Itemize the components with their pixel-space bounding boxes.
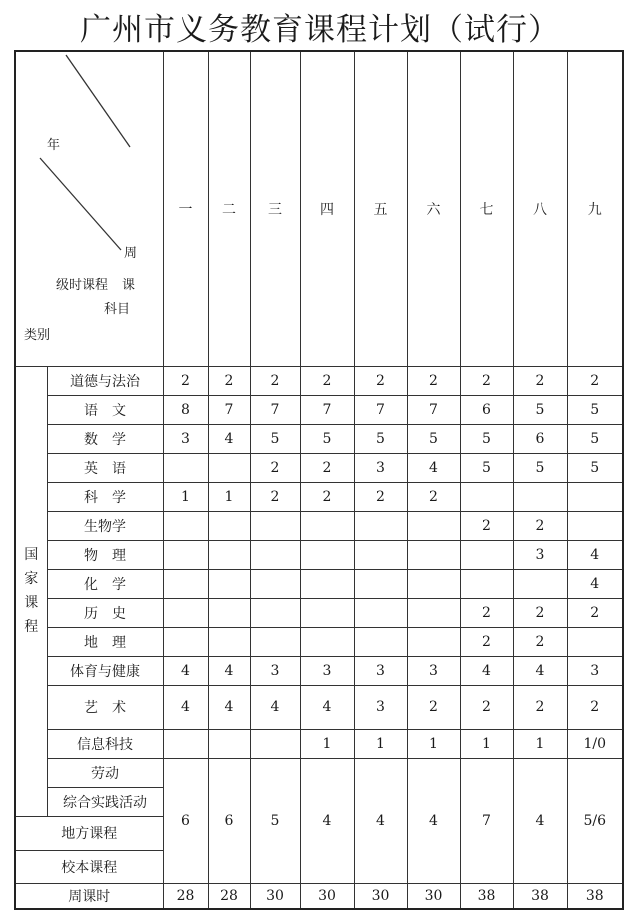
- corner-header-cell: [15, 51, 163, 366]
- hours-cell: 2: [513, 598, 567, 627]
- local-course-label: 地方课程: [15, 816, 163, 850]
- subject-name: 体育与健康: [47, 656, 163, 685]
- hours-cell: 2: [460, 511, 513, 540]
- hours-cell: [250, 511, 300, 540]
- hours-cell: [567, 482, 623, 511]
- table-row: [15, 569, 623, 598]
- hours-cell: 2: [513, 366, 567, 395]
- hours-cell: 6: [208, 758, 250, 883]
- table-row: [15, 395, 623, 424]
- hours-cell: 3: [300, 656, 354, 685]
- table-row: [15, 685, 623, 729]
- hours-cell: 7: [208, 395, 250, 424]
- subject-name: 劳动: [47, 758, 163, 787]
- subject-name: 化 学: [47, 569, 163, 598]
- hours-cell: 4: [407, 453, 460, 482]
- hours-cell: 2: [407, 685, 460, 729]
- hours-cell: [354, 569, 407, 598]
- hours-cell: 4: [250, 685, 300, 729]
- grade-header: 八: [513, 51, 567, 366]
- subject-name: 道德与法治: [47, 366, 163, 395]
- hours-cell: 2: [163, 366, 208, 395]
- hours-cell: 2: [513, 511, 567, 540]
- hours-cell: [163, 569, 208, 598]
- total-row: [15, 883, 623, 909]
- hours-cell: 2: [300, 453, 354, 482]
- hours-cell: 5: [300, 424, 354, 453]
- hours-cell: [300, 569, 354, 598]
- hours-cell: [300, 511, 354, 540]
- total-cell: 28: [163, 883, 208, 909]
- total-cell: 38: [460, 883, 513, 909]
- hours-cell: 2: [208, 366, 250, 395]
- subject-name: 英 语: [47, 453, 163, 482]
- hours-cell: [250, 540, 300, 569]
- hours-cell: 4: [300, 758, 354, 883]
- hours-cell: [208, 627, 250, 656]
- hours-cell: 2: [250, 366, 300, 395]
- hours-cell: [407, 569, 460, 598]
- hours-cell: 4: [513, 656, 567, 685]
- hours-cell: 5: [513, 395, 567, 424]
- hours-cell: 1: [208, 482, 250, 511]
- grade-header: 二: [208, 51, 250, 366]
- total-cell: 30: [300, 883, 354, 909]
- hours-cell: [250, 627, 300, 656]
- hours-cell: 3: [354, 453, 407, 482]
- hours-cell: [250, 598, 300, 627]
- course-label: 课: [122, 278, 136, 293]
- grade-header: 四: [300, 51, 354, 366]
- hours-cell: 5: [567, 453, 623, 482]
- hours-cell: [163, 627, 208, 656]
- hours-cell: [407, 627, 460, 656]
- hours-cell: 6: [163, 758, 208, 883]
- hours-cell: 2: [460, 366, 513, 395]
- subject-name: 物 理: [47, 540, 163, 569]
- total-cell: 30: [407, 883, 460, 909]
- page-title: 广州市义务教育课程计划（试行）: [80, 12, 560, 48]
- hours-cell: [163, 540, 208, 569]
- hours-cell: 2: [513, 685, 567, 729]
- hours-cell: [163, 453, 208, 482]
- hours-cell: 2: [250, 482, 300, 511]
- grade-header: 七: [460, 51, 513, 366]
- grade-header: 九: [567, 51, 623, 366]
- hours-cell: 4: [354, 758, 407, 883]
- hours-cell: [354, 511, 407, 540]
- hours-cell: 5/6: [567, 758, 623, 883]
- hours-cell: 2: [300, 366, 354, 395]
- hours-cell: [300, 540, 354, 569]
- hours-cell: 2: [567, 685, 623, 729]
- table-row: [15, 540, 623, 569]
- hours-cell: 5: [250, 758, 300, 883]
- hours-cell: [163, 598, 208, 627]
- hours-cell: [407, 598, 460, 627]
- grade-header: 三: [250, 51, 300, 366]
- hours-cell: 2: [354, 482, 407, 511]
- subject-name: 地 理: [47, 627, 163, 656]
- hours-cell: [250, 729, 300, 758]
- hours-cell: 3: [407, 656, 460, 685]
- hours-cell: 2: [460, 598, 513, 627]
- hours-cell: [208, 569, 250, 598]
- subject-name: 数 学: [47, 424, 163, 453]
- table-row: [15, 424, 623, 453]
- hours-cell: 1: [513, 729, 567, 758]
- hours-cell: 8: [163, 395, 208, 424]
- grade-header: 五: [354, 51, 407, 366]
- hours-cell: 4: [567, 569, 623, 598]
- hours-cell: 1: [163, 482, 208, 511]
- hours-cell: [208, 729, 250, 758]
- table-row: [15, 758, 623, 787]
- hours-cell: [208, 453, 250, 482]
- hours-cell: 6: [460, 395, 513, 424]
- subject-name: 生物学: [47, 511, 163, 540]
- total-label: 周课时: [15, 883, 163, 909]
- hours-cell: 1/0: [567, 729, 623, 758]
- hours-cell: 7: [460, 758, 513, 883]
- hours-cell: 3: [163, 424, 208, 453]
- hours-cell: 1: [407, 729, 460, 758]
- header-row: [15, 51, 623, 366]
- hours-cell: [354, 627, 407, 656]
- hours-cell: [567, 627, 623, 656]
- hours-cell: 4: [567, 540, 623, 569]
- hours-cell: [513, 482, 567, 511]
- week-label: 周: [124, 246, 138, 261]
- hours-cell: 5: [513, 453, 567, 482]
- hours-cell: 3: [354, 685, 407, 729]
- hours-cell: 4: [208, 424, 250, 453]
- table-row: [15, 729, 623, 758]
- hours-cell: 7: [354, 395, 407, 424]
- table-row: [15, 656, 623, 685]
- subject-name: 科 学: [47, 482, 163, 511]
- year-label: 年: [47, 138, 61, 153]
- hours-cell: [300, 598, 354, 627]
- national-course-category: 国 家 课 程: [15, 366, 47, 816]
- hours-cell: [407, 511, 460, 540]
- hours-cell: 2: [513, 627, 567, 656]
- hours-cell: [208, 540, 250, 569]
- hours-cell: 2: [407, 366, 460, 395]
- grade-header: 一: [163, 51, 208, 366]
- hours-label: 级时课程: [56, 278, 109, 293]
- hours-cell: 7: [300, 395, 354, 424]
- hours-cell: 5: [407, 424, 460, 453]
- hours-cell: 5: [460, 424, 513, 453]
- school-course-label: 校本课程: [15, 850, 163, 883]
- subject-name: 历 史: [47, 598, 163, 627]
- hours-cell: 4: [163, 685, 208, 729]
- hours-cell: [567, 511, 623, 540]
- hours-cell: 7: [250, 395, 300, 424]
- subject-name: 艺 术: [47, 685, 163, 729]
- table-row: [15, 366, 623, 395]
- hours-cell: 5: [460, 453, 513, 482]
- hours-cell: 5: [354, 424, 407, 453]
- curriculum-table: [14, 50, 624, 910]
- subject-name: 综合实践活动: [47, 787, 163, 816]
- hours-cell: 4: [208, 685, 250, 729]
- hours-cell: 3: [354, 656, 407, 685]
- table-row: [15, 598, 623, 627]
- hours-cell: [300, 627, 354, 656]
- hours-cell: 6: [513, 424, 567, 453]
- hours-cell: 5: [567, 395, 623, 424]
- diagonal-lines: [16, 52, 164, 367]
- hours-cell: 4: [407, 758, 460, 883]
- hours-cell: 2: [300, 482, 354, 511]
- table-row: [15, 511, 623, 540]
- hours-cell: 4: [163, 656, 208, 685]
- subject-name: 语 文: [47, 395, 163, 424]
- total-cell: 38: [513, 883, 567, 909]
- hours-cell: [208, 598, 250, 627]
- hours-cell: [460, 569, 513, 598]
- table-row: [15, 453, 623, 482]
- hours-cell: 5: [250, 424, 300, 453]
- hours-cell: 2: [460, 627, 513, 656]
- total-cell: 38: [567, 883, 623, 909]
- hours-cell: 5: [567, 424, 623, 453]
- hours-cell: 3: [513, 540, 567, 569]
- hours-cell: 2: [567, 598, 623, 627]
- subject-label: 科目: [104, 302, 131, 317]
- table-row: [15, 627, 623, 656]
- hours-cell: [460, 482, 513, 511]
- hours-cell: 4: [300, 685, 354, 729]
- subject-name: 信息科技: [47, 729, 163, 758]
- total-cell: 30: [354, 883, 407, 909]
- table-row: [15, 482, 623, 511]
- hours-cell: [354, 540, 407, 569]
- hours-cell: 1: [354, 729, 407, 758]
- hours-cell: 2: [407, 482, 460, 511]
- hours-cell: [250, 569, 300, 598]
- hours-cell: 2: [567, 366, 623, 395]
- hours-cell: [513, 569, 567, 598]
- hours-cell: 7: [407, 395, 460, 424]
- hours-cell: 4: [460, 656, 513, 685]
- hours-cell: [163, 729, 208, 758]
- hours-cell: 4: [513, 758, 567, 883]
- hours-cell: [407, 540, 460, 569]
- hours-cell: [460, 540, 513, 569]
- hours-cell: 2: [460, 685, 513, 729]
- total-cell: 28: [208, 883, 250, 909]
- hours-cell: 3: [567, 656, 623, 685]
- hours-cell: 1: [460, 729, 513, 758]
- category-label: 类别: [24, 328, 51, 343]
- total-cell: 30: [250, 883, 300, 909]
- grade-header: 六: [407, 51, 460, 366]
- hours-cell: 4: [208, 656, 250, 685]
- hours-cell: 3: [250, 656, 300, 685]
- hours-cell: 2: [354, 366, 407, 395]
- hours-cell: 2: [250, 453, 300, 482]
- hours-cell: 1: [300, 729, 354, 758]
- hours-cell: [354, 598, 407, 627]
- hours-cell: [208, 511, 250, 540]
- hours-cell: [163, 511, 208, 540]
